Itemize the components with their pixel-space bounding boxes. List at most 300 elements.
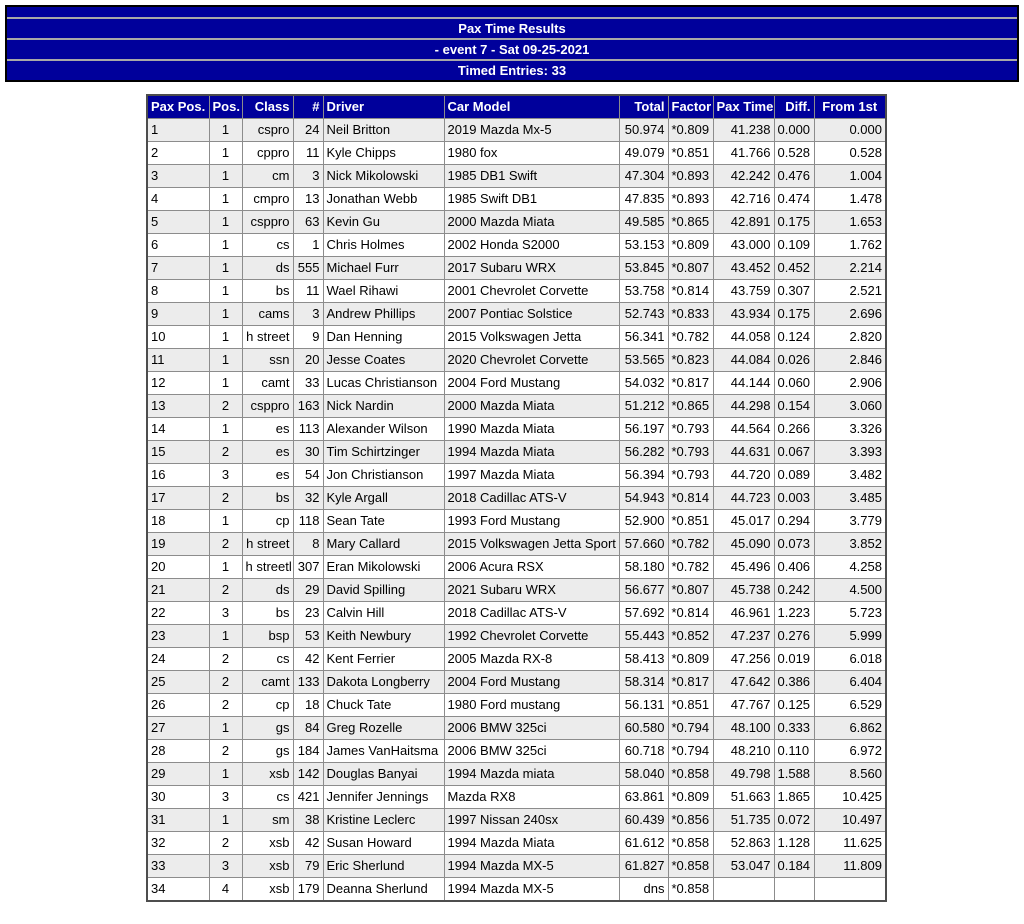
cell-class: gs <box>242 740 293 763</box>
cell-car-model: 1985 Swift DB1 <box>444 188 619 211</box>
cell-car-model: 2005 Mazda RX-8 <box>444 648 619 671</box>
cell-pos: 2 <box>209 533 242 556</box>
cell-class: h streetl <box>242 556 293 579</box>
cell-from-1st: 5.723 <box>814 602 886 625</box>
table-row <box>147 257 886 280</box>
cell-class: cspro <box>242 119 293 142</box>
cell-pax-time <box>713 878 774 902</box>
cell-from-1st: 2.521 <box>814 280 886 303</box>
column-header-car-model: Car Model <box>444 95 619 119</box>
cell-factor: *0.782 <box>668 556 713 579</box>
cell-class: cmpro <box>242 188 293 211</box>
cell-from-1st: 2.820 <box>814 326 886 349</box>
table-row <box>147 832 886 855</box>
cell-pax-time: 42.891 <box>713 211 774 234</box>
cell-from-1st: 3.779 <box>814 510 886 533</box>
cell-pax-time: 43.000 <box>713 234 774 257</box>
cell-pos: 1 <box>209 303 242 326</box>
cell-driver: Kevin Gu <box>323 211 444 234</box>
cell-diff: 0.019 <box>774 648 814 671</box>
cell-total: 57.692 <box>619 602 668 625</box>
cell-total: 58.413 <box>619 648 668 671</box>
cell-car-model: 2018 Cadillac ATS-V <box>444 487 619 510</box>
cell-pos: 1 <box>209 142 242 165</box>
cell-from-1st: 6.972 <box>814 740 886 763</box>
cell-pos: 3 <box>209 855 242 878</box>
cell-car-model: 2000 Mazda Miata <box>444 395 619 418</box>
cell-pos: 1 <box>209 372 242 395</box>
cell-pax-time: 47.767 <box>713 694 774 717</box>
cell-car-model: 1994 Mazda Miata <box>444 832 619 855</box>
table-row <box>147 142 886 165</box>
cell-class: cs <box>242 234 293 257</box>
cell-from-1st: 6.018 <box>814 648 886 671</box>
cell-factor: *0.814 <box>668 602 713 625</box>
cell-car-number: 11 <box>293 280 323 303</box>
table-header-row <box>147 95 886 119</box>
table-row <box>147 418 886 441</box>
cell-pos: 3 <box>209 786 242 809</box>
cell-car-model: 2006 BMW 325ci <box>444 717 619 740</box>
cell-driver: Nick Mikolowski <box>323 165 444 188</box>
cell-pax-pos: 7 <box>147 257 209 280</box>
cell-factor: *0.794 <box>668 740 713 763</box>
cell-from-1st: 2.696 <box>814 303 886 326</box>
cell-class: csppro <box>242 211 293 234</box>
cell-pax-pos: 8 <box>147 280 209 303</box>
cell-driver: Alexander Wilson <box>323 418 444 441</box>
pax-results-table <box>146 94 887 902</box>
cell-pax-pos: 28 <box>147 740 209 763</box>
cell-pos: 2 <box>209 648 242 671</box>
cell-diff: 0.175 <box>774 211 814 234</box>
cell-car-model: 2004 Ford Mustang <box>444 372 619 395</box>
cell-car-number: 184 <box>293 740 323 763</box>
cell-from-1st: 1.762 <box>814 234 886 257</box>
cell-from-1st: 0.000 <box>814 119 886 142</box>
cell-car-model: 1985 DB1 Swift <box>444 165 619 188</box>
cell-diff <box>774 878 814 902</box>
cell-class: cs <box>242 648 293 671</box>
cell-car-number: 33 <box>293 372 323 395</box>
cell-class: bs <box>242 487 293 510</box>
cell-total: 61.827 <box>619 855 668 878</box>
cell-from-1st: 1.004 <box>814 165 886 188</box>
cell-car-model: 2002 Honda S2000 <box>444 234 619 257</box>
table-row <box>147 395 886 418</box>
cell-pax-pos: 15 <box>147 441 209 464</box>
cell-factor: *0.794 <box>668 717 713 740</box>
cell-car-number: 54 <box>293 464 323 487</box>
cell-class: xsb <box>242 878 293 902</box>
table-row <box>147 441 886 464</box>
cell-car-model: 2001 Chevrolet Corvette <box>444 280 619 303</box>
cell-class: cs <box>242 786 293 809</box>
cell-total: 56.341 <box>619 326 668 349</box>
cell-from-1st: 0.528 <box>814 142 886 165</box>
cell-car-number: 8 <box>293 533 323 556</box>
cell-factor: *0.851 <box>668 142 713 165</box>
cell-car-model: 1994 Mazda MX-5 <box>444 855 619 878</box>
cell-from-1st <box>814 878 886 902</box>
cell-pax-time: 44.564 <box>713 418 774 441</box>
cell-car-model: 1993 Ford Mustang <box>444 510 619 533</box>
cell-pos: 1 <box>209 717 242 740</box>
cell-pax-pos: 14 <box>147 418 209 441</box>
cell-total: 63.861 <box>619 786 668 809</box>
table-row <box>147 556 886 579</box>
cell-factor: *0.823 <box>668 349 713 372</box>
cell-car-number: 421 <box>293 786 323 809</box>
cell-car-number: 32 <box>293 487 323 510</box>
cell-car-model: 2000 Mazda Miata <box>444 211 619 234</box>
cell-factor: *0.893 <box>668 188 713 211</box>
cell-car-number: 3 <box>293 303 323 326</box>
cell-total: 56.677 <box>619 579 668 602</box>
cell-class: es <box>242 418 293 441</box>
cell-driver: Jon Christianson <box>323 464 444 487</box>
cell-pos: 3 <box>209 464 242 487</box>
table-row <box>147 763 886 786</box>
cell-total: 60.718 <box>619 740 668 763</box>
cell-pax-pos: 17 <box>147 487 209 510</box>
column-header-from-1st: From 1st <box>814 95 886 119</box>
cell-pos: 1 <box>209 234 242 257</box>
cell-class: xsb <box>242 855 293 878</box>
cell-driver: Susan Howard <box>323 832 444 855</box>
cell-pax-time: 42.242 <box>713 165 774 188</box>
cell-car-number: 63 <box>293 211 323 234</box>
cell-total: dns <box>619 878 668 902</box>
cell-pos: 4 <box>209 878 242 902</box>
table-row <box>147 211 886 234</box>
cell-from-1st: 11.625 <box>814 832 886 855</box>
cell-driver: Kyle Chipps <box>323 142 444 165</box>
cell-pax-pos: 22 <box>147 602 209 625</box>
cell-pax-time: 52.863 <box>713 832 774 855</box>
cell-pax-time: 49.798 <box>713 763 774 786</box>
cell-car-number: 3 <box>293 165 323 188</box>
cell-class: csppro <box>242 395 293 418</box>
banner-title: Pax Time Results <box>7 17 1017 38</box>
cell-car-number: 53 <box>293 625 323 648</box>
cell-diff: 0.474 <box>774 188 814 211</box>
cell-class: ds <box>242 257 293 280</box>
cell-from-1st: 3.482 <box>814 464 886 487</box>
cell-driver: Jennifer Jennings <box>323 786 444 809</box>
cell-pax-pos: 2 <box>147 142 209 165</box>
cell-car-model: 1994 Mazda Miata <box>444 441 619 464</box>
cell-driver: Douglas Banyai <box>323 763 444 786</box>
cell-total: 47.304 <box>619 165 668 188</box>
cell-pax-pos: 13 <box>147 395 209 418</box>
cell-pax-time: 43.759 <box>713 280 774 303</box>
cell-driver: Greg Rozelle <box>323 717 444 740</box>
cell-diff: 0.072 <box>774 809 814 832</box>
table-row <box>147 648 886 671</box>
cell-pax-pos: 10 <box>147 326 209 349</box>
cell-total: 55.443 <box>619 625 668 648</box>
cell-diff: 0.067 <box>774 441 814 464</box>
cell-pax-time: 44.144 <box>713 372 774 395</box>
cell-from-1st: 3.326 <box>814 418 886 441</box>
cell-driver: Lucas Christianson <box>323 372 444 395</box>
cell-driver: Eran Mikolowski <box>323 556 444 579</box>
cell-class: xsb <box>242 832 293 855</box>
cell-driver: Jesse Coates <box>323 349 444 372</box>
cell-total: 58.314 <box>619 671 668 694</box>
cell-total: 53.845 <box>619 257 668 280</box>
cell-driver: Sean Tate <box>323 510 444 533</box>
cell-class: xsb <box>242 763 293 786</box>
cell-car-number: 133 <box>293 671 323 694</box>
cell-total: 56.197 <box>619 418 668 441</box>
cell-pax-pos: 31 <box>147 809 209 832</box>
cell-diff: 0.000 <box>774 119 814 142</box>
cell-from-1st: 4.500 <box>814 579 886 602</box>
cell-car-model: Mazda RX8 <box>444 786 619 809</box>
cell-pax-time: 42.716 <box>713 188 774 211</box>
cell-pax-pos: 19 <box>147 533 209 556</box>
cell-car-model: 2006 Acura RSX <box>444 556 619 579</box>
cell-from-1st: 2.906 <box>814 372 886 395</box>
cell-class: cm <box>242 165 293 188</box>
cell-factor: *0.809 <box>668 786 713 809</box>
cell-pos: 2 <box>209 579 242 602</box>
table-row <box>147 326 886 349</box>
cell-car-model: 2021 Subaru WRX <box>444 579 619 602</box>
cell-factor: *0.858 <box>668 878 713 902</box>
cell-car-number: 9 <box>293 326 323 349</box>
cell-from-1st: 3.485 <box>814 487 886 510</box>
cell-driver: Kristine Leclerc <box>323 809 444 832</box>
cell-car-number: 11 <box>293 142 323 165</box>
banner-event-subtitle: - event 7 - Sat 09-25-2021 <box>7 38 1017 59</box>
cell-pax-pos: 6 <box>147 234 209 257</box>
cell-pax-time: 47.256 <box>713 648 774 671</box>
cell-diff: 0.307 <box>774 280 814 303</box>
cell-class: ds <box>242 579 293 602</box>
cell-car-number: 555 <box>293 257 323 280</box>
cell-pax-pos: 33 <box>147 855 209 878</box>
cell-car-model: 2020 Chevrolet Corvette <box>444 349 619 372</box>
cell-class: bs <box>242 280 293 303</box>
cell-driver: Mary Callard <box>323 533 444 556</box>
cell-total: 52.743 <box>619 303 668 326</box>
cell-diff: 0.386 <box>774 671 814 694</box>
cell-factor: *0.858 <box>668 832 713 855</box>
cell-diff: 0.333 <box>774 717 814 740</box>
cell-factor: *0.817 <box>668 372 713 395</box>
cell-factor: *0.865 <box>668 211 713 234</box>
cell-from-1st: 10.425 <box>814 786 886 809</box>
cell-pax-pos: 30 <box>147 786 209 809</box>
cell-car-number: 30 <box>293 441 323 464</box>
column-header-pax-pos: Pax Pos. <box>147 95 209 119</box>
cell-car-model: 1994 Mazda miata <box>444 763 619 786</box>
cell-class: es <box>242 441 293 464</box>
cell-class: h street <box>242 533 293 556</box>
cell-pax-time: 41.238 <box>713 119 774 142</box>
cell-factor: *0.858 <box>668 763 713 786</box>
cell-car-number: 179 <box>293 878 323 902</box>
cell-factor: *0.807 <box>668 579 713 602</box>
cell-car-number: 29 <box>293 579 323 602</box>
cell-total: 52.900 <box>619 510 668 533</box>
cell-from-1st: 6.529 <box>814 694 886 717</box>
cell-pos: 1 <box>209 418 242 441</box>
cell-factor: *0.833 <box>668 303 713 326</box>
cell-driver: James VanHaitsma <box>323 740 444 763</box>
cell-driver: Dakota Longberry <box>323 671 444 694</box>
cell-factor: *0.865 <box>668 395 713 418</box>
cell-pax-time: 47.642 <box>713 671 774 694</box>
cell-pos: 1 <box>209 165 242 188</box>
cell-pos: 2 <box>209 694 242 717</box>
cell-driver: Kyle Argall <box>323 487 444 510</box>
cell-factor: *0.793 <box>668 418 713 441</box>
cell-factor: *0.858 <box>668 855 713 878</box>
column-header-factor: Factor <box>668 95 713 119</box>
cell-pos: 1 <box>209 763 242 786</box>
cell-diff: 0.294 <box>774 510 814 533</box>
cell-car-model: 2018 Cadillac ATS-V <box>444 602 619 625</box>
table-row <box>147 303 886 326</box>
cell-car-number: 18 <box>293 694 323 717</box>
cell-factor: *0.809 <box>668 648 713 671</box>
cell-pax-pos: 4 <box>147 188 209 211</box>
cell-car-model: 2019 Mazda Mx-5 <box>444 119 619 142</box>
cell-pax-pos: 25 <box>147 671 209 694</box>
table-row <box>147 464 886 487</box>
cell-car-model: 1997 Nissan 240sx <box>444 809 619 832</box>
cell-total: 47.835 <box>619 188 668 211</box>
cell-car-number: 42 <box>293 832 323 855</box>
cell-car-model: 1980 fox <box>444 142 619 165</box>
table-row <box>147 855 886 878</box>
cell-pax-time: 44.058 <box>713 326 774 349</box>
cell-factor: *0.793 <box>668 441 713 464</box>
cell-car-model: 2015 Volkswagen Jetta Sport <box>444 533 619 556</box>
cell-pax-time: 47.237 <box>713 625 774 648</box>
cell-factor: *0.814 <box>668 280 713 303</box>
cell-car-number: 79 <box>293 855 323 878</box>
table-row <box>147 786 886 809</box>
cell-pax-pos: 1 <box>147 119 209 142</box>
cell-driver: Chris Holmes <box>323 234 444 257</box>
cell-pos: 2 <box>209 832 242 855</box>
cell-total: 54.032 <box>619 372 668 395</box>
cell-diff: 0.184 <box>774 855 814 878</box>
cell-diff: 0.528 <box>774 142 814 165</box>
cell-car-number: 38 <box>293 809 323 832</box>
column-header-total: Total <box>619 95 668 119</box>
column-header-pos: Pos. <box>209 95 242 119</box>
cell-pax-pos: 32 <box>147 832 209 855</box>
cell-diff: 0.276 <box>774 625 814 648</box>
table-row <box>147 533 886 556</box>
cell-factor: *0.782 <box>668 533 713 556</box>
cell-class: camt <box>242 372 293 395</box>
cell-car-number: 142 <box>293 763 323 786</box>
cell-from-1st: 5.999 <box>814 625 886 648</box>
cell-pax-pos: 16 <box>147 464 209 487</box>
cell-total: 60.580 <box>619 717 668 740</box>
cell-pax-pos: 27 <box>147 717 209 740</box>
cell-diff: 0.089 <box>774 464 814 487</box>
cell-pax-time: 48.100 <box>713 717 774 740</box>
cell-factor: *0.851 <box>668 694 713 717</box>
cell-driver: Kent Ferrier <box>323 648 444 671</box>
cell-car-model: 1980 Ford mustang <box>444 694 619 717</box>
cell-total: 49.585 <box>619 211 668 234</box>
cell-from-1st: 6.862 <box>814 717 886 740</box>
cell-car-model: 2004 Ford Mustang <box>444 671 619 694</box>
cell-pax-pos: 11 <box>147 349 209 372</box>
cell-pax-pos: 18 <box>147 510 209 533</box>
cell-pos: 1 <box>209 119 242 142</box>
cell-from-1st: 2.214 <box>814 257 886 280</box>
table-row <box>147 372 886 395</box>
cell-pos: 1 <box>209 556 242 579</box>
cell-driver: Eric Sherlund <box>323 855 444 878</box>
cell-factor: *0.856 <box>668 809 713 832</box>
cell-pos: 1 <box>209 326 242 349</box>
cell-car-number: 1 <box>293 234 323 257</box>
cell-car-number: 84 <box>293 717 323 740</box>
cell-pax-time: 44.298 <box>713 395 774 418</box>
table-row <box>147 510 886 533</box>
cell-car-model: 1994 Mazda MX-5 <box>444 878 619 902</box>
cell-pos: 1 <box>209 257 242 280</box>
cell-driver: Nick Nardin <box>323 395 444 418</box>
cell-diff: 0.026 <box>774 349 814 372</box>
cell-diff: 0.060 <box>774 372 814 395</box>
cell-diff: 0.124 <box>774 326 814 349</box>
cell-diff: 0.154 <box>774 395 814 418</box>
cell-from-1st: 6.404 <box>814 671 886 694</box>
cell-pax-pos: 29 <box>147 763 209 786</box>
table-row <box>147 119 886 142</box>
table-row <box>147 602 886 625</box>
cell-total: 58.180 <box>619 556 668 579</box>
cell-from-1st: 1.478 <box>814 188 886 211</box>
cell-from-1st: 8.560 <box>814 763 886 786</box>
cell-diff: 1.588 <box>774 763 814 786</box>
column-header-class: Class <box>242 95 293 119</box>
cell-car-model: 2017 Subaru WRX <box>444 257 619 280</box>
cell-total: 50.974 <box>619 119 668 142</box>
cell-class: ssn <box>242 349 293 372</box>
cell-car-model: 1992 Chevrolet Corvette <box>444 625 619 648</box>
cell-pax-time: 46.961 <box>713 602 774 625</box>
cell-car-number: 13 <box>293 188 323 211</box>
cell-diff: 0.266 <box>774 418 814 441</box>
cell-diff: 0.109 <box>774 234 814 257</box>
cell-car-number: 113 <box>293 418 323 441</box>
cell-car-number: 307 <box>293 556 323 579</box>
cell-pos: 1 <box>209 625 242 648</box>
table-row <box>147 740 886 763</box>
cell-pos: 2 <box>209 395 242 418</box>
cell-car-number: 118 <box>293 510 323 533</box>
results-banner <box>5 5 1019 82</box>
cell-pos: 1 <box>209 809 242 832</box>
cell-pax-pos: 9 <box>147 303 209 326</box>
cell-car-model: 2015 Volkswagen Jetta <box>444 326 619 349</box>
table-row <box>147 809 886 832</box>
cell-total: 54.943 <box>619 487 668 510</box>
